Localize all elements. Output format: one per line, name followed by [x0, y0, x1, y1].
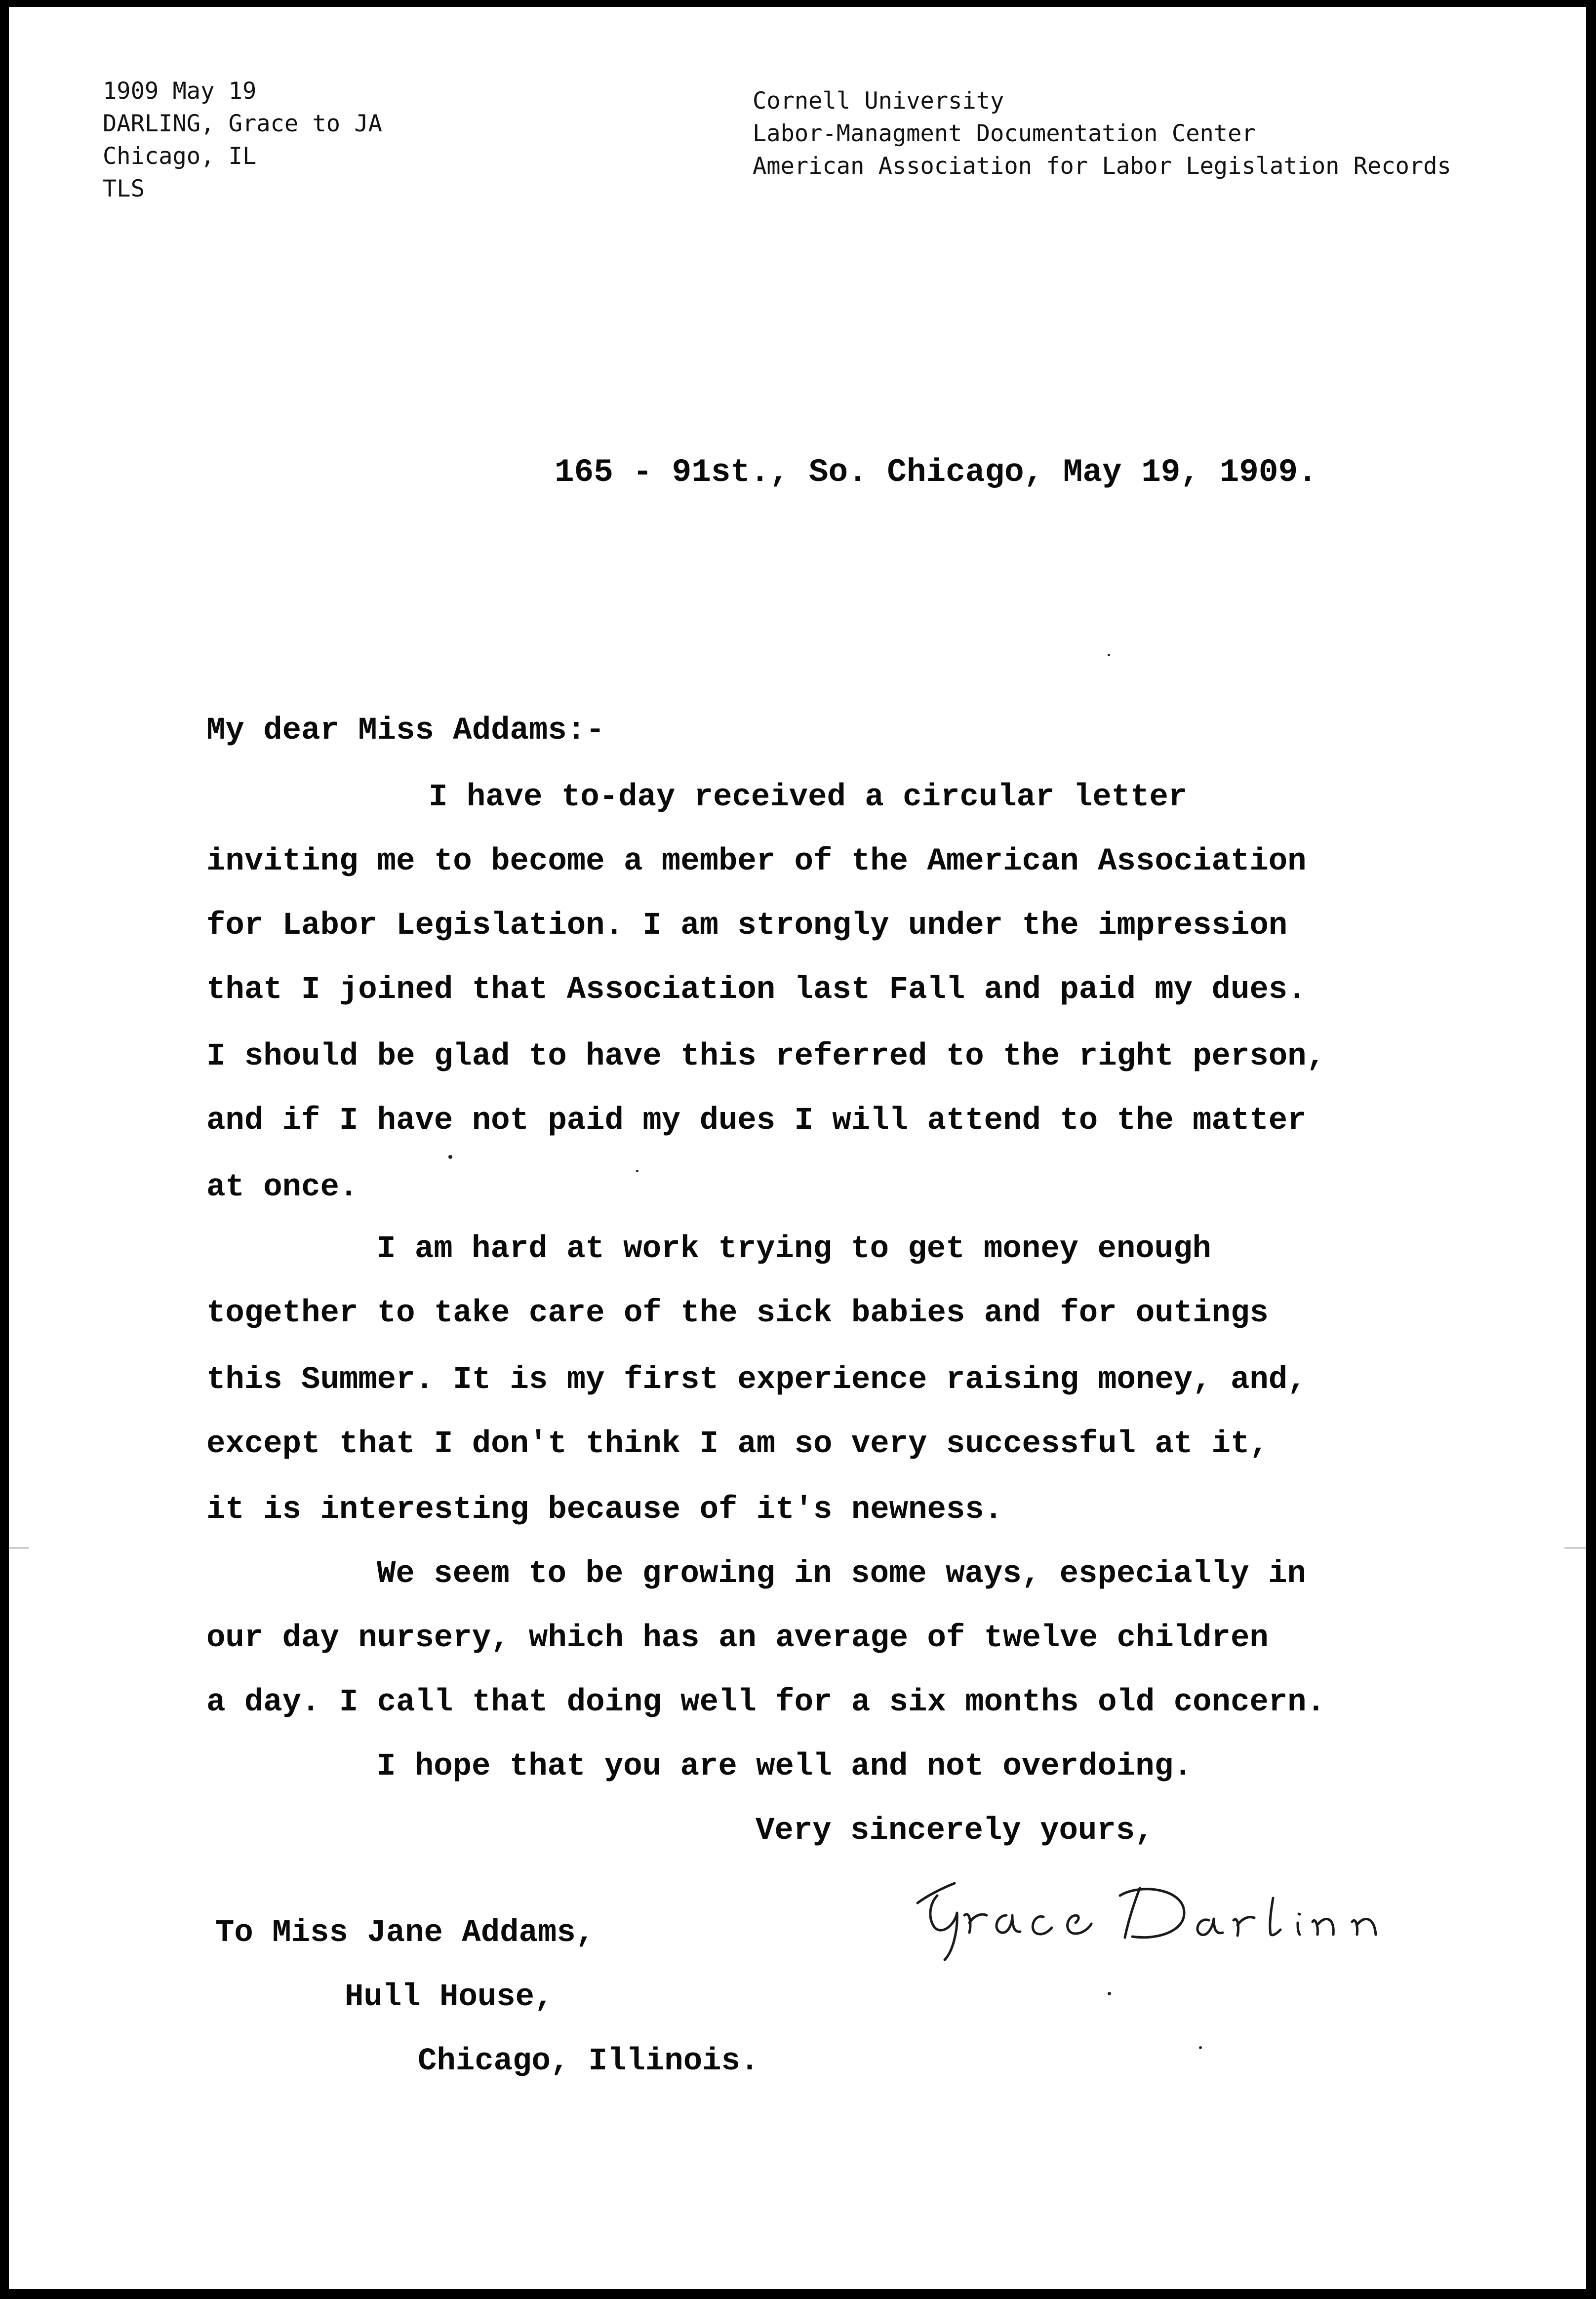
body-line: our day nursery, which has an average of twelve children	[206, 1621, 1269, 1656]
body-line: together to take care of the sick babies and for outings	[206, 1296, 1269, 1331]
body-line: this Summer. It is my first experience raising money, and,	[206, 1362, 1307, 1398]
body-line: I am hard at work trying to get money enough	[377, 1231, 1211, 1267]
archive-repository	[753, 85, 1451, 183]
citation-type: TLS	[103, 175, 145, 202]
paper-speck	[1199, 2046, 1202, 2049]
paper-speck	[1108, 1992, 1111, 1995]
body-line: I should be glad to have this referred to the right person,	[206, 1039, 1325, 1074]
citation-date: 1909 May 19	[103, 78, 257, 105]
repository-center: Labor-Managment Documentation Center	[753, 120, 1256, 147]
paper-speck	[1108, 654, 1110, 656]
paper-speck	[636, 1170, 638, 1172]
body-line: it is interesting because of it's newness.	[206, 1492, 1003, 1528]
paper-speck	[448, 1155, 452, 1159]
body-line: at once.	[206, 1170, 359, 1205]
body-line: I hope that you are well and not overdoing.	[377, 1749, 1193, 1784]
scan-edge-mark	[1564, 1547, 1586, 1548]
recipient-city: Chicago, Illinois.	[418, 2044, 759, 2079]
body-line: for Labor Legislation. I am strongly under the impression	[206, 908, 1288, 944]
repository-collection: American Association for Labor Legislation Records	[753, 153, 1451, 180]
archive-citation	[103, 75, 382, 205]
scan-edge-mark	[9, 1547, 29, 1548]
handwritten-signature	[908, 1868, 1441, 1967]
recipient-name: To Miss Jane Addams,	[215, 1915, 595, 1951]
body-line: that I joined that Association last Fall and paid my dues.	[206, 972, 1307, 1008]
letter-salutation: My dear Miss Addams:-	[206, 713, 605, 749]
citation-place: Chicago, IL	[103, 143, 257, 170]
body-line: I have to-day received a circular letter	[429, 780, 1188, 815]
body-line: a day. I call that doing well for a six months old concern.	[206, 1685, 1325, 1720]
recipient-institution: Hull House,	[345, 1980, 554, 2015]
letter-dateline: 165 - 91st., So. Chicago, May 19, 1909.	[555, 454, 1317, 491]
body-line: and if I have not paid my dues I will attend to the matter	[206, 1103, 1307, 1139]
citation-correspondents: DARLING, Grace to JA	[103, 110, 382, 137]
letter-sheet	[9, 7, 1586, 2289]
repository-university: Cornell University	[753, 87, 1004, 115]
body-line: inviting me to become a member of the American Association	[206, 844, 1307, 879]
letter-closing: Very sincerely yours,	[756, 1813, 1154, 1849]
body-line: We seem to be growing in some ways, especially in	[377, 1556, 1306, 1592]
body-line: except that I don't think I am so very successful at it,	[206, 1427, 1269, 1462]
